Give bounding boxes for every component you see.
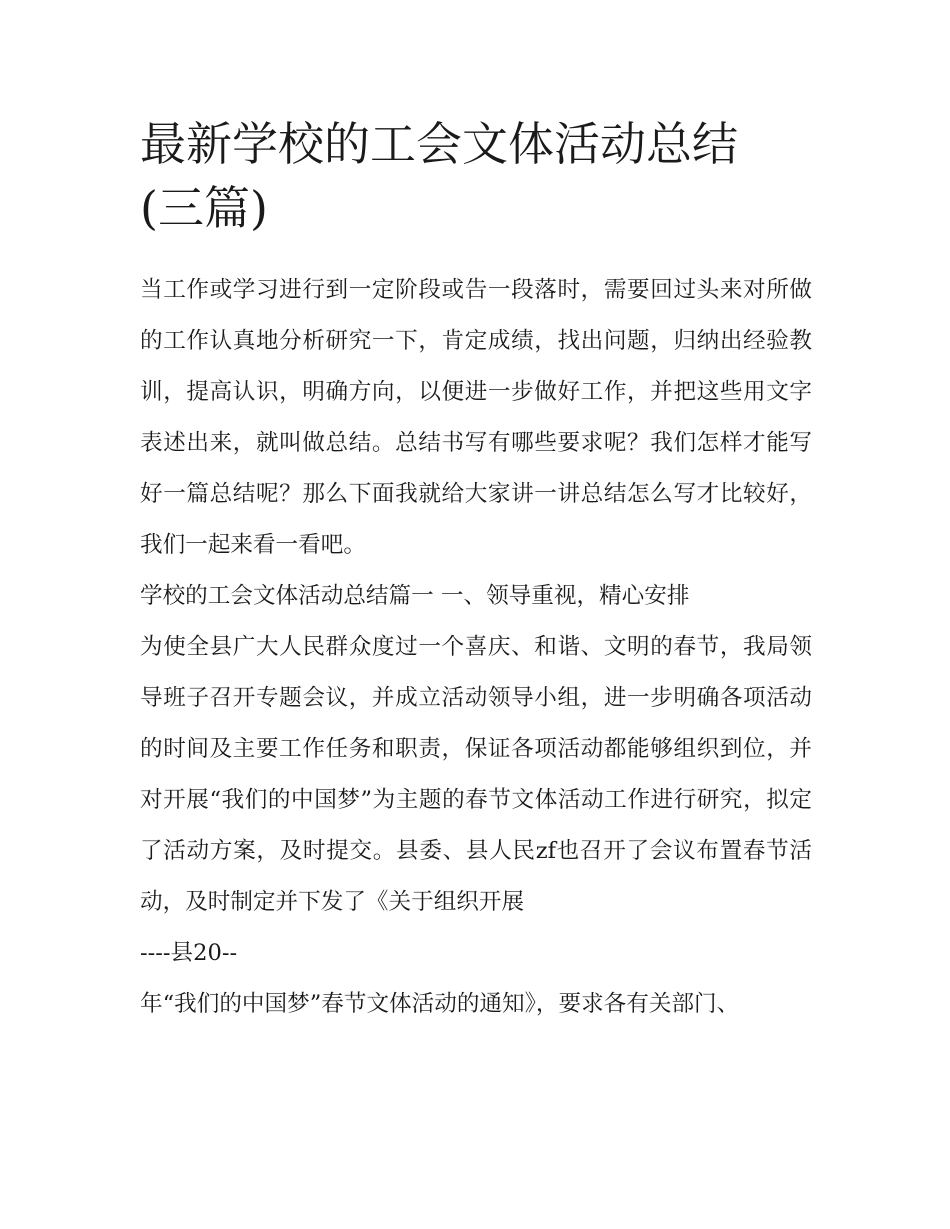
title-line-1: 最新学校的工会文体活动总结 xyxy=(140,117,738,171)
paragraph-activity: 为使全县广大人民群众度过一个喜庆、和谐、文明的春节，我局领导班子召开专题会议，并成立活动领导小组，进一步明确各项活动的时间及主要工作任务和职责，保证各项活动都能够组织到位，并对开展“我们的中国梦”为主题的春节文体活动工作进行研究，拟定了活动方案，及时提交。县委、县人民zf也召开了会议布置春节活动，及时制定并下发了《关于组织开展 xyxy=(140,634,812,915)
paragraph-section-heading: 学校的工会文体活动总结篇一 一、领导重视，精心安排 xyxy=(140,583,690,609)
paragraph-intro: 当工作或学习进行到一定阶段或告一段落时，需要回过头来对所做的工作认真地分析研究一下，肯定成绩，找出问题，归纳出经验教训，提高认识，明确方向，以便进一步做好工作，并把这些用文字表述出来，就叫做总结。总结书写有哪些要求呢？我们怎样才能写好一篇总结呢？那么下面我就给大家讲一讲总结怎么写才比较好，我们一起来看一看吧。 xyxy=(140,277,812,558)
document-page xyxy=(140,112,812,1030)
paragraph-county: ----县20-- xyxy=(140,940,238,966)
paragraph-notice: 年“我们的中国梦”春节文体活动的通知》，要求各有关部门、 xyxy=(140,991,740,1017)
document-title xyxy=(140,112,812,240)
title-line-2: (三篇) xyxy=(140,181,268,235)
document-body xyxy=(140,265,812,1030)
